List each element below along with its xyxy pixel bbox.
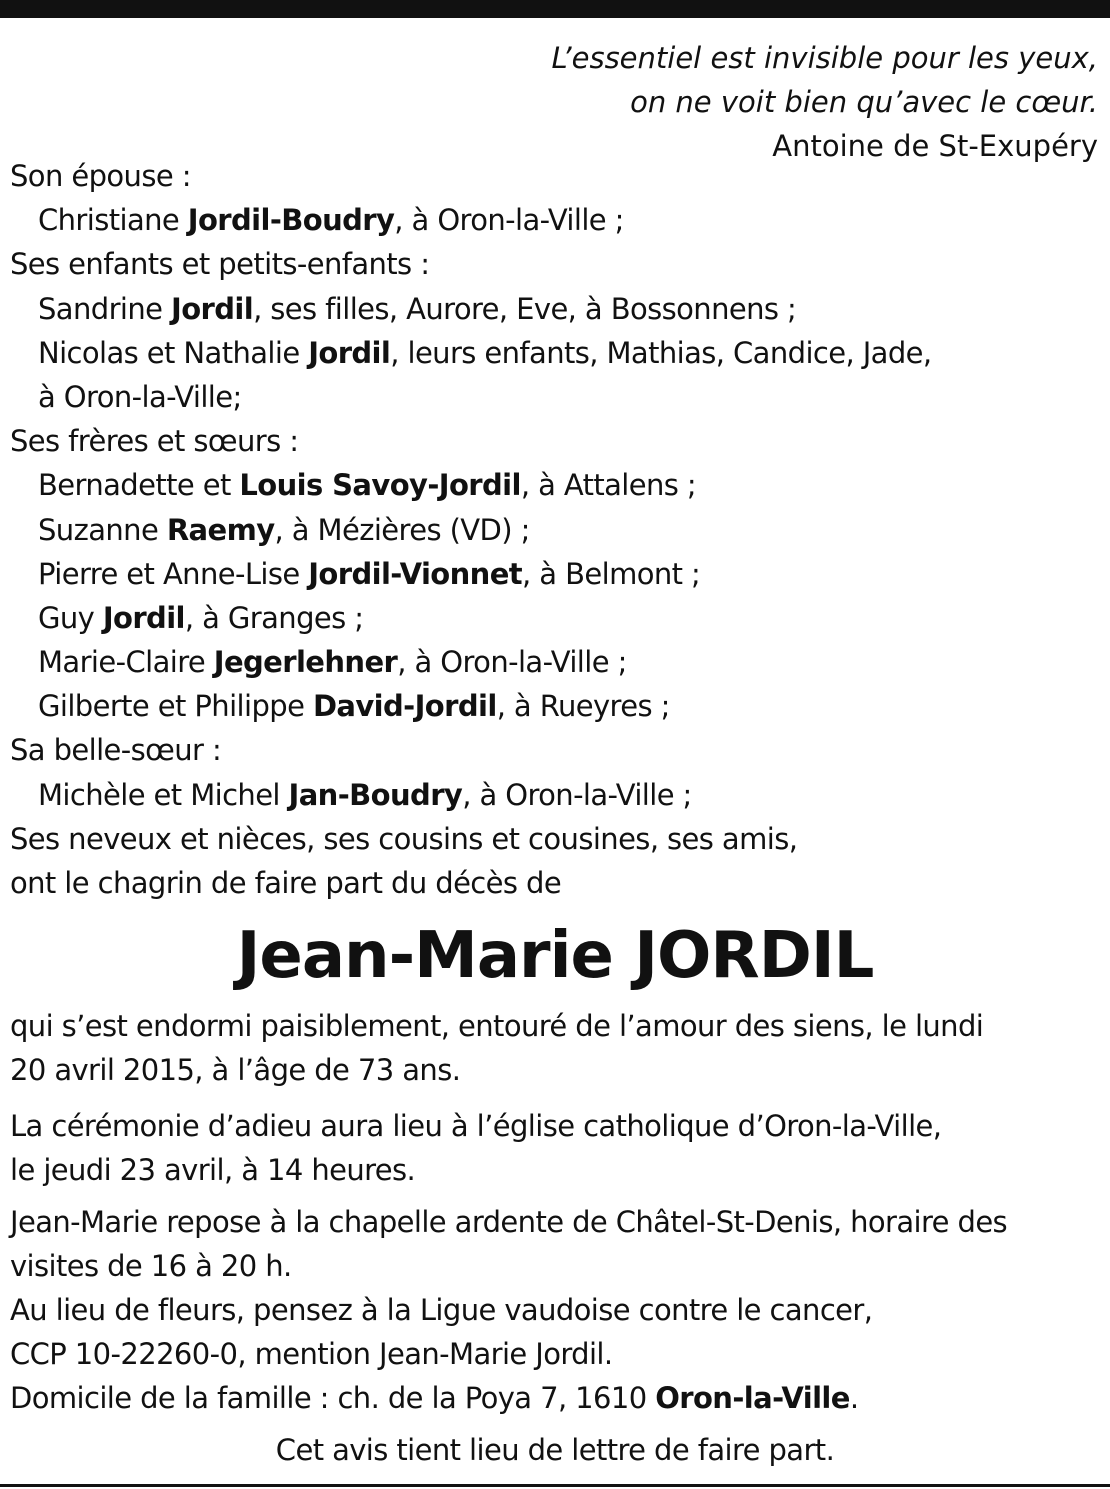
sibling-entry: Suzanne Raemy, à Mézières (VD) ;: [38, 512, 530, 547]
child-surname: Jordil: [171, 291, 254, 326]
epigraph-quote-line-1: L’essentiel est invisible pour les yeux,: [551, 41, 1098, 75]
footer-note: Cet avis tient lieu de lettre de faire part.: [275, 1433, 835, 1467]
details-paragraph: [10, 1200, 1105, 1420]
spouse-heading: Son épouse :: [10, 159, 191, 193]
death-paragraph: [10, 1004, 1105, 1092]
paragraph-line: Au lieu de fleurs, pensez à la Ligue vaudoise contre le cancer,: [10, 1293, 873, 1327]
child-entry: Sandrine Jordil, ses filles, Aurore, Eve, à Bossonnens ;: [38, 291, 797, 326]
address-town: Oron-la-Ville: [655, 1381, 850, 1415]
paragraph-line: visites de 16 à 20 h.: [10, 1249, 292, 1283]
sibling-entry: Marie-Claire Jegerlehner, à Oron-la-Ville ;: [38, 645, 627, 680]
siblings-heading: Ses frères et sœurs :: [10, 424, 299, 459]
paragraph-line: qui s’est endormi paisiblement, entouré de l’amour des siens, le lundi: [10, 1009, 984, 1043]
sibling-entry: Bernadette et Louis Savoy-Jordil, à Attalens ;: [38, 468, 697, 503]
top-rule: [0, 0, 1110, 18]
epigraph: [298, 36, 1098, 168]
sister-in-law-surname: Jan-Boudry: [288, 777, 463, 812]
paragraph-line: La cérémonie d’adieu aura lieu à l’église catholique d’Oron-la-Ville,: [10, 1109, 942, 1143]
sibling-surname: David-Jordil: [312, 689, 497, 724]
paragraph-line: le jeudi 23 avril, à 14 heures.: [10, 1153, 416, 1187]
paragraph-line: 20 avril 2015, à l’âge de 73 ans.: [10, 1053, 461, 1087]
family-address: Domicile de la famille : ch. de la Poya 7, 1610 Oron-la-Ville.: [10, 1381, 859, 1415]
sister-in-law-entry: Michèle et Michel Jan-Boudry, à Oron-la-Ville ;: [38, 777, 692, 812]
spouse-surname: Jordil-Boudry: [187, 203, 395, 238]
spouse-entry: Christiane Jordil-Boudry, à Oron-la-Ville ;: [38, 203, 624, 238]
sibling-surname: Raemy: [166, 512, 275, 547]
sibling-surname: Jegerlehner: [213, 645, 398, 680]
child-surname: Jordil: [308, 335, 391, 370]
sibling-entry: Pierre et Anne-Lise Jordil-Vionnet, à Belmont ;: [38, 556, 701, 591]
deceased-name: Jean-Marie JORDIL: [236, 919, 874, 993]
epigraph-author: Antoine de St-Exupéry: [772, 129, 1098, 163]
sister-in-law-heading: Sa belle-sœur :: [10, 733, 222, 768]
family-list: [10, 154, 1100, 905]
bottom-rule: [0, 1484, 1110, 1487]
sibling-surname: Jordil-Vionnet: [308, 556, 523, 591]
child-entry: Nicolas et Nathalie Jordil, leurs enfants, Mathias, Candice, Jade,: [38, 335, 932, 370]
closing-line: Ses neveux et nièces, ses cousins et cousines, ses amis,: [10, 821, 798, 856]
child-entry-continuation: à Oron-la-Ville;: [38, 379, 242, 414]
paragraph-line: Jean-Marie repose à la chapelle ardente de Châtel-St-Denis, horaire des: [10, 1205, 1008, 1239]
sibling-surname: Jordil: [102, 600, 185, 635]
ceremony-paragraph: [10, 1104, 1105, 1192]
paragraph-line: CCP 10-22260-0, mention Jean-Marie Jordil.: [10, 1337, 613, 1371]
sibling-entry: Guy Jordil, à Granges ;: [38, 600, 364, 635]
closing-line: ont le chagrin de faire part du décès de: [10, 866, 562, 900]
epigraph-quote-line-2: on ne voit bien qu’avec le cœur.: [630, 85, 1098, 119]
sibling-surname: Louis Savoy-Jordil: [239, 468, 521, 503]
sibling-entry: Gilberte et Philippe David-Jordil, à Rueyres ;: [38, 689, 670, 724]
children-heading: Ses enfants et petits-enfants :: [10, 247, 430, 282]
